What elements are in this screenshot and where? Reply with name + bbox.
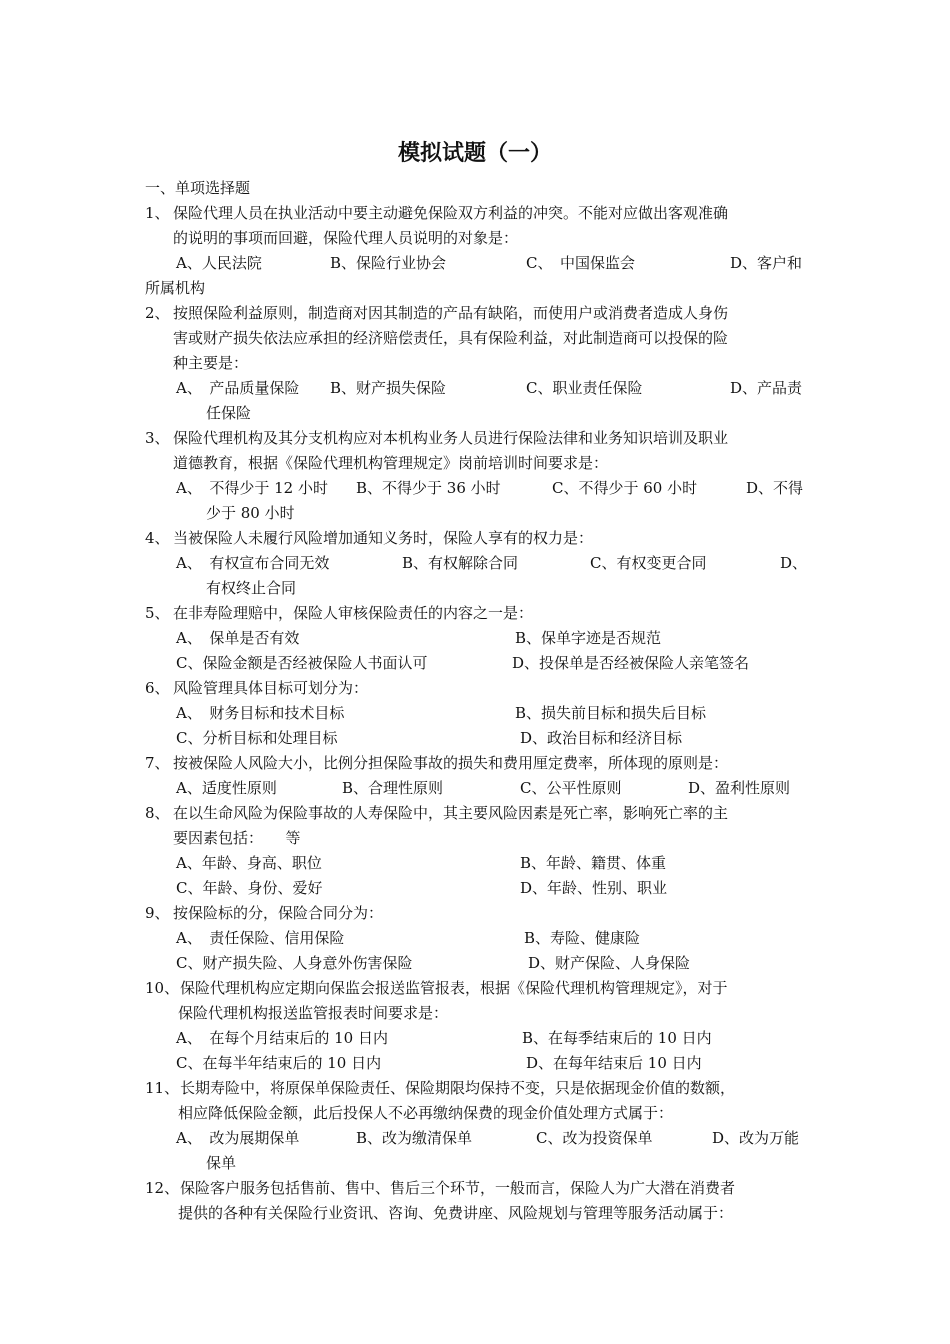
option-a: A、 在每个月结束后的 10 日内 xyxy=(176,1029,388,1047)
option-wrap: 少于 80 小时 xyxy=(206,504,295,522)
option-a: A、 责任保险、信用保险 xyxy=(176,929,345,947)
option-d: D、 xyxy=(780,554,808,572)
option-a: A、人民法院 xyxy=(176,254,262,272)
question-number: 5、 xyxy=(145,604,170,622)
option-b: B、有权解除合同 xyxy=(402,554,519,572)
option-d: D、政治目标和经济目标 xyxy=(520,729,683,747)
option-d: D、盈利性原则 xyxy=(688,779,791,797)
option-wrap: 任保险 xyxy=(206,404,252,422)
option-c: C、在每半年结束后的 10 日内 xyxy=(176,1054,382,1072)
option-d: D、产品责 xyxy=(730,379,803,397)
question-text: 风险管理具体目标可划分为： xyxy=(173,679,369,697)
question-text: 种主要是： xyxy=(173,354,249,372)
option-d: D、客户和 xyxy=(730,254,803,272)
option-d: D、改为万能 xyxy=(712,1129,800,1147)
option-a: A、年龄、身高、职位 xyxy=(176,854,322,872)
option-b: B、保单字迹是否规范 xyxy=(515,629,662,647)
question-number: 11、 xyxy=(145,1079,180,1097)
question-text: 保险客户服务包括售前、售中、售后三个环节，一般而言，保险人为广大潜在消费者 xyxy=(180,1179,736,1197)
option-b: B、合理性原则 xyxy=(342,779,444,797)
question-number: 12、 xyxy=(145,1179,180,1197)
option-b: B、不得少于 36 小时 xyxy=(356,479,501,497)
option-d: D、不得 xyxy=(746,479,804,497)
option-c: C、分析目标和处理目标 xyxy=(176,729,338,747)
question-number: 1、 xyxy=(145,204,170,222)
option-d: D、在每年结束后 10 日内 xyxy=(526,1054,702,1072)
question-text: 长期寿险中，将原保单保险责任、保险期限均保持不变，只是依据现金价值的数额， xyxy=(180,1079,736,1097)
option-c: C、年龄、身份、爱好 xyxy=(176,879,323,897)
option-c: C、改为投资保单 xyxy=(536,1129,653,1147)
option-d: D、投保单是否经被保险人亲笔签名 xyxy=(512,654,750,672)
option-wrap: 保单 xyxy=(206,1154,237,1172)
option-b: B、寿险、健康险 xyxy=(524,929,641,947)
question-text: 的说明的事项而回避，保险代理人员说明的对象是： xyxy=(173,229,519,247)
option-a: A、 不得少于 12 小时 xyxy=(176,479,328,497)
option-c: C、公平性原则 xyxy=(520,779,622,797)
option-a: A、适度性原则 xyxy=(176,779,277,797)
section-heading: 一、单项选择题 xyxy=(145,179,251,197)
question-text: 在非寿险理赔中，保险人审核保险责任的内容之一是： xyxy=(173,604,534,622)
page-title: 模拟试题（一） xyxy=(397,141,552,166)
question-number: 10、 xyxy=(145,979,180,997)
question-number: 3、 xyxy=(145,429,170,447)
question-number: 4、 xyxy=(145,529,170,547)
option-b: B、财产损失保险 xyxy=(330,379,447,397)
option-c: C、职业责任保险 xyxy=(526,379,643,397)
option-b: B、保险行业协会 xyxy=(330,254,447,272)
option-c: C、不得少于 60 小时 xyxy=(552,479,698,497)
option-a: A、 产品质量保险 xyxy=(176,379,300,397)
question-text: 要因素包括： 等 xyxy=(173,829,301,847)
option-c: C、有权变更合同 xyxy=(590,554,707,572)
question-number: 8、 xyxy=(145,804,170,822)
question-text: 提供的各种有关保险行业资讯、咨询、免费讲座、风险规划与管理等服务活动属于： xyxy=(178,1204,734,1222)
option-d: D、年龄、性别、职业 xyxy=(520,879,668,897)
question-text: 保险代理机构报送监管报表时间要求是： xyxy=(178,1004,449,1022)
option-a: A、 有权宣布合同无效 xyxy=(176,554,330,572)
option-a: A、 财务目标和技术目标 xyxy=(176,704,345,722)
option-b: B、年龄、籍贯、体重 xyxy=(520,854,667,872)
question-text: 按被保险人风险大小，比例分担保险事故的损失和费用厘定费率，所体现的原则是： xyxy=(173,754,729,772)
question-text: 道德教育，根据《保险代理机构管理规定》岗前培训时间要求是： xyxy=(173,454,609,472)
option-d: D、财产保险、人身保险 xyxy=(528,954,691,972)
question-text: 保险代理机构应定期向保监会报送监管报表，根据《保险代理机构管理规定》，对于 xyxy=(180,979,728,997)
option-b: B、在每季结束后的 10 日内 xyxy=(522,1029,712,1047)
option-b: B、改为缴清保单 xyxy=(356,1129,473,1147)
question-text: 按照保险利益原则，制造商对因其制造的产品有缺陷，而使用户或消费者造成人身伤 xyxy=(173,304,729,322)
question-number: 6、 xyxy=(145,679,170,697)
option-wrap: 所属机构 xyxy=(145,279,206,297)
option-c: C、财产损失险、人身意外伤害保险 xyxy=(176,954,413,972)
question-number: 7、 xyxy=(145,754,170,772)
question-text: 保险代理人员在执业活动中要主动避免保险双方利益的冲突。不能对应做出客观准确 xyxy=(173,204,729,222)
question-text: 在以生命风险为保险事故的人寿保险中，其主要风险因素是死亡率，影响死亡率的主 xyxy=(173,804,729,822)
question-number: 2、 xyxy=(145,304,170,322)
option-a: A、 保单是否有效 xyxy=(176,629,300,647)
question-text: 当被保险人未履行风险增加通知义务时，保险人享有的权力是： xyxy=(173,529,594,547)
question-text: 相应降低保险金额，此后投保人不必再缴纳保费的现金价值处理方式属于： xyxy=(178,1104,674,1122)
question-text: 按保险标的分，保险合同分为： xyxy=(173,904,384,922)
option-b: B、损失前目标和损失后目标 xyxy=(515,704,707,722)
option-wrap: 有权终止合同 xyxy=(206,579,297,597)
question-text: 保险代理机构及其分支机构应对本机构业务人员进行保险法律和业务知识培训及职业 xyxy=(173,429,729,447)
question-text: 害或财产损失依法应承担的经济赔偿责任，具有保险利益，对此制造商可以投保的险 xyxy=(173,329,729,347)
option-c: C、保险金额是否经被保险人书面认可 xyxy=(176,654,428,672)
option-a: A、 改为展期保单 xyxy=(176,1129,300,1147)
question-number: 9、 xyxy=(145,904,170,922)
option-c: C、 中国保监会 xyxy=(526,254,635,272)
